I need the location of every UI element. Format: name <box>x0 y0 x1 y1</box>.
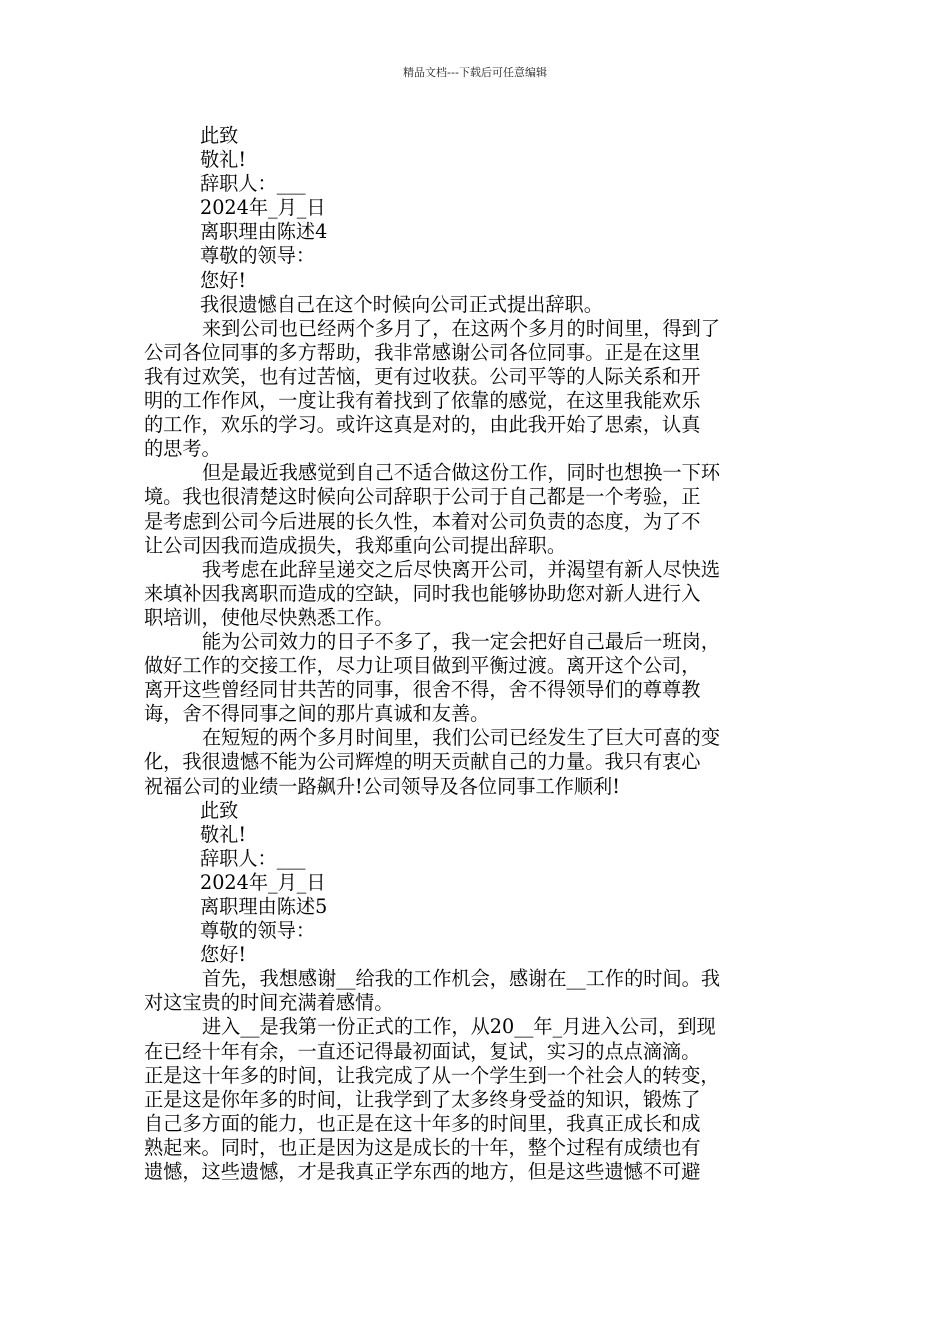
text-line: 能为公司效力的日子不多了，我一定会把好自己最后一班岗， <box>202 629 721 653</box>
text-line: 进入__是我第一份正式的工作，从20__年_月进入公司，到现 <box>202 1015 716 1039</box>
text-line: 我很遗憾自己在这个时候向公司正式提出辞职。 <box>200 292 603 316</box>
text-line: 首先，我想感谢__给我的工作机会，感谢在__工作的时间。我 <box>202 967 721 991</box>
text-line: 此致 <box>200 124 239 147</box>
text-line: 让公司因我而造成损失，我郑重向公司提出辞职。 <box>144 533 567 557</box>
text-line: 辞职人：___ <box>200 846 306 870</box>
text-line: 来到公司也已经两个多月了，在这两个多月的时间里，得到了 <box>202 316 721 340</box>
text-line: 敬礼! <box>200 822 247 846</box>
text-line: 离开这些曾经同甘共苦的同事，很舍不得，舍不得领导们的尊尊教 <box>144 678 701 702</box>
text-line: 对这宝贵的时间充满着感情。 <box>144 991 394 1015</box>
text-line: 公司各位同事的多方帮助，我非常感谢公司各位同事。正是在这里 <box>144 340 701 364</box>
text-line: 离职理由陈述5 <box>200 895 328 918</box>
text-line: 在短短的两个多月时间里，我们公司已经发生了巨大可喜的变 <box>202 726 721 750</box>
text-line: 在已经十年有余，一直还记得最初面试，复试，实习的点点滴滴。 <box>144 1039 701 1063</box>
text-line: 是考虑到公司今后进展的长久性，本着对公司负责的态度，为了不 <box>144 509 701 533</box>
text-line: 您好! <box>200 943 247 967</box>
text-line: 职培训，使他尽快熟悉工作。 <box>144 605 394 629</box>
text-line: 尊敬的领导： <box>200 244 316 268</box>
text-line: 明的工作作风，一度让我有着找到了依靠的感觉，在这里我能欢乐 <box>144 389 701 413</box>
document-body <box>144 124 814 1184</box>
text-line: 祝福公司的业绩一路飙升!公司领导及各位同事工作顺利! <box>144 774 620 798</box>
text-line: 来填补因我离职而造成的空缺，同时我也能够协助您对新人进行入 <box>144 581 701 605</box>
text-line: 离职理由陈述4 <box>200 220 328 244</box>
page-header: 精品文档---下载后可任意编辑 <box>403 66 547 79</box>
text-line: 遗憾，这些遗憾，才是我真正学东西的地方，但是这些遗憾不可避 <box>144 1160 701 1184</box>
text-line: 敬礼! <box>200 148 247 172</box>
text-line: 境。我也很清楚这时候向公司辞职于公司于自己都是一个考验，正 <box>144 485 701 509</box>
text-line: 自己多方面的能力，也正是在这十年多的时间里，我真正成长和成 <box>144 1111 701 1135</box>
text-line: 此致 <box>200 798 239 822</box>
text-line: 化，我很遗憾不能为公司辉煌的明天贡献自己的力量。我只有衷心 <box>144 750 701 774</box>
text-line: 您好! <box>200 268 247 292</box>
text-line: 但是最近我感觉到自己不适合做这份工作，同时也想换一下环 <box>202 461 721 485</box>
text-line: 我考虑在此辞呈递交之后尽快离开公司，并渴望有新人尽快选 <box>202 557 721 581</box>
text-line: 正是这十年多的时间，让我完成了从一个学生到一个社会人的转变， <box>144 1063 720 1087</box>
text-line: 的工作，欢乐的学习。或许这真是对的，由此我开始了思索，认真 <box>144 413 701 437</box>
text-line: 2024年_月_日 <box>200 196 326 220</box>
text-line: 我有过欢笑，也有过苦恼，更有过收获。公司平等的人际关系和开 <box>144 364 701 388</box>
text-line: 正是这是你年多的时间，让我学到了太多终身受益的知识，锻炼了 <box>144 1087 701 1111</box>
text-line: 做好工作的交接工作，尽力让项目做到平衡过渡。离开这个公司， <box>144 654 701 678</box>
text-line: 尊敬的领导： <box>200 919 316 943</box>
text-line: 2024年_月_日 <box>200 870 326 894</box>
text-line: 诲，舍不得同事之间的那片真诚和友善。 <box>144 702 490 726</box>
text-line: 熟起来。同时，也正是因为这是成长的十年，整个过程有成绩也有 <box>144 1135 701 1159</box>
text-line: 辞职人：___ <box>200 172 306 196</box>
text-line: 的思考。 <box>144 437 221 461</box>
